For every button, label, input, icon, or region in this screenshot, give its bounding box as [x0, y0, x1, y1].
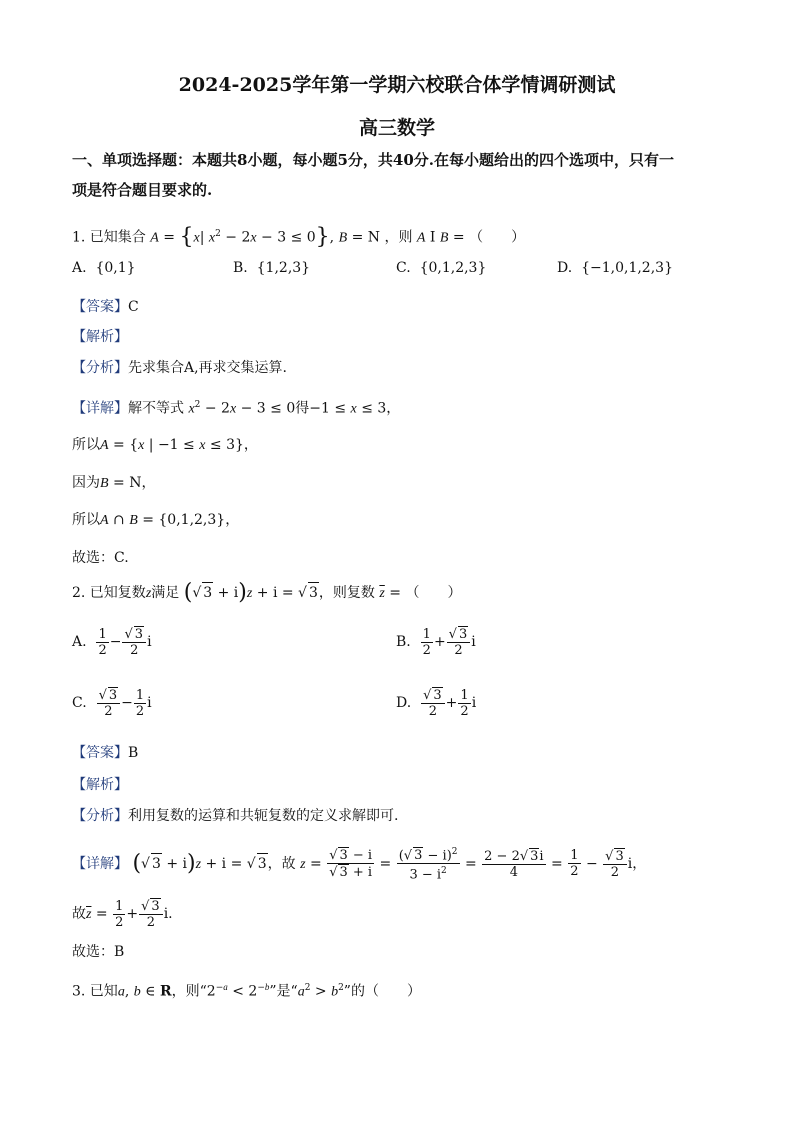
- q2-option-c: C. $\frac{√ 3}{2}$ − $\frac{1}{2}$ i: [72, 687, 152, 719]
- q1-option-a: A. {0,1}: [72, 260, 136, 276]
- q1-detail: 【详解】解不等式 $x^2 - 2x - 3 \le 0$得−1 ≤ x ≤ 3，: [72, 400, 401, 417]
- q3-stem: 3. 已知a, b ∈ R，则“$2^{-a} < 2^{-b}$”是“$a^2 > b^2$”的（ ）: [72, 982, 421, 1000]
- q1-stem: 1. 已知集合 A = {x| $x^2 - 2x - 3 \le 0$}, B = N ，则 A I B = （ ）: [72, 224, 526, 250]
- section-heading-line1: 一、单项选择题：本题共8小题，每小题5分，共40分.在每小题给出的四个选项中，只有一: [72, 151, 674, 169]
- q2-answer: 【答案】B: [72, 745, 139, 761]
- q1-fenxi: 【分析】先求集合A,再求交集运算.: [72, 360, 288, 376]
- q1-option-c: C. {0,1,2,3}: [396, 260, 487, 276]
- exam-subtitle: 高三数学: [358, 117, 435, 139]
- q2-analysis-heading: 【解析】: [72, 777, 128, 793]
- q2-option-d: D. $\frac{√ 3}{2}$ + $\frac{1}{2}$ i: [396, 687, 477, 719]
- q1-option-d: D. {−1,0,1,2,3}: [557, 260, 673, 276]
- q1-analysis-heading: 【解析】: [72, 329, 128, 345]
- q1-intersection: 所以A ∩ B = {0,1,2,3}，: [72, 512, 240, 528]
- exam-title: 2024-2025学年第一学期六校联合体学情调研测试: [178, 74, 616, 96]
- q2-detail: 【详解】 (√ 3 + i)z + i = √ 3，故 z = $\frac{√ 3 - i}{√ 3 + i}$ = $\frac{(√ 3 - i)^2}{3 - i^2}$ = $\frac{2 - 2√ 3i}{4}$ = $\frac{1}{2}$ − $\frac{√ 3}{2}$ i，: [72, 847, 647, 883]
- q2-option-b: B. $\frac{1}{2}$ + $\frac{√ 3}{2}$ i: [396, 626, 476, 658]
- q2-fenxi: 【分析】利用复数的运算和共轭复数的定义求解即可.: [72, 808, 399, 824]
- q1-answer: 【答案】C: [72, 299, 139, 315]
- q2-conclusion: 故$\overline{z}$ = $\frac{1}{2}$ + $\frac{√ 3}{2}$ i.: [72, 898, 173, 930]
- q1-set-a: 所以A = {x | −1 ≤ x ≤ 3}，: [72, 437, 258, 453]
- q2-stem: 2. 已知复数z满足 (√ 3 + i)z + i = √ 3，则复数 $\overline{z}$ = （ ）: [72, 580, 462, 605]
- q2-option-a: A. $\frac{1}{2}$ − $\frac{√ 3}{2}$ i: [72, 626, 152, 658]
- q1-set-b: 因为B = N，: [72, 475, 156, 491]
- q2-choose: 故选：B: [72, 944, 125, 960]
- q1-choose: 故选：C.: [72, 550, 129, 566]
- q1-option-b: B. {1,2,3}: [233, 260, 311, 276]
- section-heading-line2: 项是符合题目要求的.: [72, 181, 213, 199]
